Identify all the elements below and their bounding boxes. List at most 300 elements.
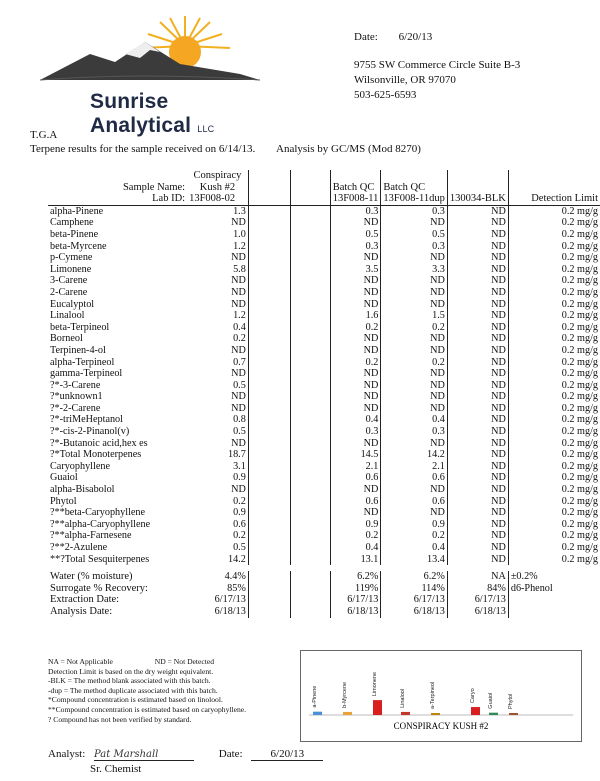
blank-value: ND: [447, 496, 508, 508]
batch-dup-value: 0.2: [381, 322, 447, 334]
detection-limit-value: 0.2 mg/g: [561, 321, 598, 333]
intro-text: Terpene results for the sample received on 6/14/13.: [30, 143, 256, 155]
analyte-name: alpha-Terpineol: [50, 356, 115, 368]
blank-value: ND: [447, 322, 508, 334]
table-row: [48, 380, 600, 392]
blank-value: 6/18/13: [447, 606, 508, 618]
chart-label-phytol: Phytol: [508, 693, 514, 709]
blank-value: ND: [447, 449, 508, 461]
analyte-name: gamma-Terpineol: [50, 368, 123, 380]
spacer-cell: [290, 299, 330, 311]
batch-qc-header-2: Batch QC: [381, 182, 447, 194]
detection-limit-value: 0.2 mg/g: [561, 402, 598, 414]
table-row: [48, 229, 600, 241]
sample-value: 4.4%: [187, 568, 248, 583]
batch-qc-value: 0.3: [330, 205, 381, 217]
signature-block: [48, 748, 323, 775]
batch-qc-value: ND: [330, 391, 381, 403]
method-text: Analysis by GC/MS (Mod 8270): [276, 143, 421, 155]
spacer-cell: [290, 449, 330, 461]
batch-dup-value: 0.4: [381, 542, 447, 554]
blank-value: ND: [447, 357, 508, 369]
analyte-name: Water (% moisture): [50, 571, 133, 583]
detection-limit-value: 0.2 mg/g: [561, 518, 598, 530]
sample-value: 6/17/13: [187, 594, 248, 606]
batch-qc-value: 6.2%: [330, 568, 381, 583]
spacer-cell: [290, 217, 330, 229]
chart-label-caryo: Caryo: [470, 688, 476, 704]
detection-limit-header: Detection Limit: [531, 193, 598, 205]
blank-value: ND: [447, 484, 508, 496]
table-row: [48, 594, 600, 606]
logo-wordmark: [90, 90, 270, 138]
analyte-name: ?**alpha-Farnesene: [50, 530, 132, 542]
spacer-cell: [248, 449, 290, 461]
detection-limit-value: 0.2 mg/g: [561, 298, 598, 310]
batch-qc-value: 6/18/13: [330, 606, 381, 618]
batch-qc-value: ND: [330, 217, 381, 229]
batch-qc-value: ND: [330, 333, 381, 345]
blank-value: ND: [447, 438, 508, 450]
sample-value: 0.6: [187, 519, 248, 531]
batch-dup-value: ND: [381, 217, 447, 229]
blank-value: ND: [447, 380, 508, 392]
analyte-name: Surrogate % Recovery:: [50, 582, 148, 594]
batch-dup-value: 0.2: [381, 357, 447, 369]
batch-qc-value: 0.3: [330, 426, 381, 438]
analyte-name: Borneol: [50, 333, 83, 345]
chart-bar-linalool: [401, 712, 410, 715]
sample-value: 6/18/13: [187, 606, 248, 618]
table-row: [48, 241, 600, 253]
sample-value: 3.1: [187, 461, 248, 473]
batch-dup-value: 0.5: [381, 229, 447, 241]
detection-limit-value: 0.2 mg/g: [561, 530, 598, 542]
spacer-cell: [248, 594, 290, 606]
analyte-name: beta-Myrcene: [50, 240, 107, 252]
spacer-cell: [248, 241, 290, 253]
spacer-cell: [248, 568, 290, 583]
detection-limit-value: 0.2 mg/g: [561, 484, 598, 496]
analyte-name: 2-Carene: [50, 286, 88, 298]
analyte-name: Camphene: [50, 217, 94, 229]
batch-qc-value: 6/17/13: [330, 594, 381, 606]
table-row: [48, 414, 600, 426]
phone: 503-625-6593: [354, 89, 417, 101]
batch-qc-value: ND: [330, 287, 381, 299]
table-row: [48, 275, 600, 287]
detection-limit-value: [508, 606, 600, 618]
report-date: [354, 30, 432, 45]
blank-value: ND: [447, 426, 508, 438]
sample-value: 0.5: [187, 542, 248, 554]
batch-dup-value: 114%: [381, 583, 447, 595]
batch-qc-value: 13.1: [330, 554, 381, 569]
sample-value: ND: [187, 275, 248, 287]
batch-qc-value: 0.9: [330, 519, 381, 531]
sample-value: 0.2: [187, 530, 248, 542]
chart-label-guaiol: Guaiol: [488, 692, 494, 709]
blank-value: ND: [447, 472, 508, 484]
table-row: [48, 322, 600, 334]
spacer-cell: [248, 472, 290, 484]
lab-id-label: Lab ID:: [152, 193, 186, 205]
sample-value: ND: [187, 217, 248, 229]
analyte-name: ?*-triMeHeptanol: [50, 414, 123, 426]
spacer-cell: [290, 472, 330, 484]
batch-qc-value: ND: [330, 380, 381, 392]
table-row: [48, 287, 600, 299]
detection-limit-value: 0.2 mg/g: [561, 368, 598, 380]
blank-value: ND: [447, 310, 508, 322]
batch-dup-value: ND: [381, 380, 447, 392]
table-row: [48, 252, 600, 264]
spacer-cell: [248, 403, 290, 415]
batch-dup-value: 0.3: [381, 426, 447, 438]
chart-bar-limonene: [373, 700, 382, 715]
sample-value: ND: [187, 287, 248, 299]
analyte-name: Caryophyllene: [50, 460, 110, 472]
detection-limit-value: 0.2 mg/g: [561, 286, 598, 298]
batch-qc-value: 14.5: [330, 449, 381, 461]
spacer-cell: [248, 484, 290, 496]
chart-label-linalool: Linalool: [400, 688, 406, 708]
spacer-cell: [248, 414, 290, 426]
sample-value: ND: [187, 403, 248, 415]
detection-limit-value: 0.2 mg/g: [561, 379, 598, 391]
sample-value: 5.8: [187, 264, 248, 276]
spacer-cell: [248, 229, 290, 241]
table-row: [48, 583, 600, 595]
analyte-name: ?*unknown1: [50, 391, 103, 403]
sample-value: ND: [187, 484, 248, 496]
batch-qc-value: 119%: [330, 583, 381, 595]
blank-value: NA: [447, 568, 508, 583]
table-row: [48, 606, 600, 618]
detection-limit-value: 0.2 mg/g: [561, 426, 598, 438]
spacer-cell: [248, 606, 290, 618]
detection-limit-value: [508, 594, 600, 606]
spacer-cell: [248, 461, 290, 473]
batch-qc-value: 3.5: [330, 264, 381, 276]
table-row: [48, 472, 600, 484]
sample-top-label: Conspiracy: [187, 170, 248, 182]
spacer-cell: [290, 542, 330, 554]
sample-value: 14.2: [187, 554, 248, 569]
spacer-cell: [290, 391, 330, 403]
spacer-cell: [248, 519, 290, 531]
batch-qc-value: ND: [330, 368, 381, 380]
table-row: [48, 568, 600, 583]
sample-name-label: Sample Name:: [122, 181, 186, 193]
spacer-cell: [248, 380, 290, 392]
spacer-cell: [290, 554, 330, 569]
note-na: NA = Not Applicable: [48, 657, 113, 666]
table-row: [48, 519, 600, 531]
sample-value: 0.5: [187, 380, 248, 392]
blank-value: ND: [447, 333, 508, 345]
spacer-cell: [248, 205, 290, 217]
address-line-2: Wilsonville, OR 97070: [354, 74, 456, 86]
analyte-name: ?**alpha-Caryophyllene: [50, 518, 151, 530]
batch-dup-value: 3.3: [381, 264, 447, 276]
table-row: [48, 299, 600, 311]
detection-limit-value: 0.2 mg/g: [561, 472, 598, 484]
spacer-cell: [248, 252, 290, 264]
batch-dup-value: 6.2%: [381, 568, 447, 583]
batch-dup-value: 0.3: [381, 205, 447, 217]
sample-value: 0.9: [187, 472, 248, 484]
sample-value: 0.8: [187, 414, 248, 426]
chart-bar-guaiol: [489, 713, 498, 715]
sample-value: ND: [187, 438, 248, 450]
batch-dup-value: 0.6: [381, 472, 447, 484]
table-row: [48, 554, 600, 569]
table-row: [48, 438, 600, 450]
batch-dup-value: ND: [381, 252, 447, 264]
analyte-name: ?*Total Monoterpenes: [50, 449, 142, 461]
detection-limit-value: 0.2 mg/g: [561, 460, 598, 472]
batch-dup-value: 6/17/13: [381, 594, 447, 606]
spacer-cell: [248, 583, 290, 595]
analyte-name: Linalool: [50, 310, 85, 322]
analyte-name: Phytol: [50, 495, 77, 507]
chart-title: CONSPIRACY KUSH #2: [393, 721, 489, 731]
detection-limit-value: d6-Phenol: [510, 582, 553, 594]
date-label: Date:: [354, 31, 378, 43]
batch-dup-value: ND: [381, 438, 447, 450]
detection-limit-value: 0.2 mg/g: [561, 333, 598, 345]
detection-limit-value: 0.2 mg/g: [561, 507, 598, 519]
header-row-top: [48, 170, 600, 182]
lab-id-value: 13F008-02: [187, 193, 248, 205]
spacer-cell: [290, 205, 330, 217]
note-line: ? Compound has not been verified by standard.: [48, 714, 192, 724]
blank-value: ND: [447, 275, 508, 287]
sample-value: 0.7: [187, 357, 248, 369]
batch-id-1: 13F008-11: [330, 193, 381, 205]
spacer-cell: [290, 322, 330, 334]
analyst-label: Analyst:: [48, 748, 86, 760]
spacer-cell: [290, 594, 330, 606]
note-line: Detection Limit is based on the dry weight equivalent.: [48, 666, 214, 676]
table-row: [48, 264, 600, 276]
spacer-cell: [290, 507, 330, 519]
batch-qc-value: ND: [330, 252, 381, 264]
sample-value: ND: [187, 368, 248, 380]
results-table: [48, 170, 600, 618]
intro-line: [30, 142, 421, 157]
header-row-labid: [48, 193, 600, 205]
analyte-name: ?**2-Azulene: [50, 542, 108, 553]
detection-limit-value: 0.2 mg/g: [561, 553, 598, 565]
analyte-name: ?*-cis-2-Pinanol(v): [50, 426, 130, 438]
chart-bar-a-terpineol: [431, 713, 440, 715]
batch-dup-value: 2.1: [381, 461, 447, 473]
sample-value: 0.2: [187, 333, 248, 345]
sample-value: 85%: [187, 583, 248, 595]
note-line: -BLK = The method blank associated with this batch.: [48, 676, 211, 686]
table-row: [48, 345, 600, 357]
table-row: [48, 357, 600, 369]
blank-id: 130034-BLK: [447, 193, 508, 205]
spacer-cell: [248, 357, 290, 369]
blank-value: ND: [447, 205, 508, 217]
batch-dup-value: 0.3: [381, 241, 447, 253]
spacer-cell: [248, 368, 290, 380]
analyte-name: Terpinen-4-ol: [50, 344, 106, 356]
batch-qc-value: ND: [330, 275, 381, 287]
batch-dup-value: ND: [381, 345, 447, 357]
detection-limit-value: 0.2 mg/g: [561, 344, 598, 356]
spacer-cell: [248, 299, 290, 311]
sig-date-label: Date:: [218, 748, 243, 760]
spacer-cell: [248, 554, 290, 569]
batch-dup-value: ND: [381, 368, 447, 380]
spacer-cell: [248, 507, 290, 519]
detection-limit-value: 0.2 mg/g: [561, 356, 598, 368]
spacer-cell: [248, 333, 290, 345]
spacer-cell: [248, 496, 290, 508]
address-line-1: 9755 SW Commerce Circle Suite B-3: [354, 59, 521, 71]
batch-qc-value: 0.2: [330, 322, 381, 334]
batch-dup-value: ND: [381, 299, 447, 311]
spacer-cell: [290, 333, 330, 345]
spacer-cell: [290, 252, 330, 264]
spacer-cell: [290, 357, 330, 369]
note-line: -dup = The method duplicate associated with this batch.: [48, 685, 218, 695]
analyte-name: Extraction Date:: [50, 594, 120, 606]
table-row: [48, 391, 600, 403]
spacer-cell: [290, 438, 330, 450]
sample-value: ND: [187, 299, 248, 311]
analyte-name: **?Total Sesquiterpenes: [50, 553, 150, 565]
batch-qc-header-1: Batch QC: [330, 182, 381, 194]
sample-value: 1.0: [187, 229, 248, 241]
batch-dup-value: 0.9: [381, 519, 447, 531]
sample-value: ND: [187, 345, 248, 357]
batch-qc-value: 2.1: [330, 461, 381, 473]
table-row: [48, 484, 600, 496]
spacer-cell: [290, 496, 330, 508]
blank-value: ND: [447, 229, 508, 241]
analyte-name: 3-Carene: [50, 275, 88, 287]
table-row: [48, 461, 600, 473]
sig-date-value: 6/20/13: [251, 748, 323, 761]
table-row: [48, 542, 600, 554]
batch-qc-value: 0.2: [330, 530, 381, 542]
batch-dup-value: ND: [381, 484, 447, 496]
spacer-cell: [248, 426, 290, 438]
spacer-cell: [290, 583, 330, 595]
spacer-cell: [290, 241, 330, 253]
blank-value: 84%: [447, 583, 508, 595]
logo-name: Sunrise Analytical: [90, 90, 192, 137]
blank-value: ND: [447, 252, 508, 264]
header-row-sample: [48, 182, 600, 194]
detection-limit-value: 0.2 mg/g: [561, 263, 598, 275]
detection-limit-value: 0.2 mg/g: [561, 414, 598, 426]
batch-qc-value: 0.2: [330, 357, 381, 369]
note-line: **Compound concentration is estimated based on caryophyllene.: [48, 704, 247, 714]
spacer-cell: [290, 264, 330, 276]
chart-bar-b-myrcene: [343, 712, 352, 715]
analyte-name: Limonene: [50, 263, 92, 275]
note-nd: ND = Not Detected: [154, 657, 215, 666]
spacer-cell: [248, 217, 290, 229]
spacer-cell: [290, 484, 330, 496]
blank-value: ND: [447, 507, 508, 519]
notes-block: [48, 657, 246, 724]
sample-name-value: Kush #2: [187, 182, 248, 194]
chart-label-a-terpineol: a-Terpineol: [430, 681, 436, 709]
blank-value: ND: [447, 299, 508, 311]
chart-bar-caryo: [471, 707, 480, 715]
spacer-cell: [290, 461, 330, 473]
spacer-cell: [248, 310, 290, 322]
batch-dup-value: 6/18/13: [381, 606, 447, 618]
spacer-cell: [290, 426, 330, 438]
terpene-chart: [300, 650, 582, 742]
detection-limit-value: 0.2 mg/g: [561, 437, 598, 449]
spacer-cell: [290, 414, 330, 426]
blank-value: ND: [447, 287, 508, 299]
table-row: [48, 496, 600, 508]
spacer-cell: [290, 275, 330, 287]
client-name: T.G.A: [30, 129, 58, 141]
batch-qc-value: 0.3: [330, 241, 381, 253]
spacer-cell: [248, 275, 290, 287]
sample-value: 0.4: [187, 322, 248, 334]
spacer-cell: [290, 310, 330, 322]
chart-label-b-myrcene: b-Myrcene: [342, 681, 348, 708]
batch-dup-value: 0.6: [381, 496, 447, 508]
batch-qc-value: 0.6: [330, 472, 381, 484]
detection-limit-value: 0.2 mg/g: [561, 217, 598, 229]
note-line: *Compound concentration is estimated based on linolool.: [48, 695, 223, 705]
sample-value: ND: [187, 391, 248, 403]
analyte-name: ?**beta-Caryophyllene: [50, 507, 146, 519]
detection-limit-value: 0.2 mg/g: [561, 228, 598, 240]
spacer-cell: [248, 264, 290, 276]
analyte-name: beta-Pinene: [50, 228, 99, 240]
address-block: [354, 58, 520, 103]
batch-qc-value: 0.5: [330, 229, 381, 241]
batch-dup-value: 0.2: [381, 530, 447, 542]
table-row: [48, 368, 600, 380]
analyst-signature: Pat Marshall: [94, 749, 194, 761]
spacer-cell: [290, 287, 330, 299]
blank-value: ND: [447, 391, 508, 403]
sample-value: 0.9: [187, 507, 248, 519]
batch-dup-value: ND: [381, 333, 447, 345]
spacer-cell: [290, 345, 330, 357]
detection-limit-value: 0.2 mg/g: [561, 252, 598, 264]
spacer-cell: [290, 380, 330, 392]
analyte-name: alpha-Bisabolol: [50, 484, 115, 496]
analyte-name: Analysis Date:: [50, 605, 113, 617]
chart-bar-a-pinene: [313, 712, 322, 715]
chart-label-a-pinene: a-Pinene: [312, 685, 318, 708]
detection-limit-value: 0.2 mg/g: [561, 275, 598, 287]
table-row: [48, 217, 600, 229]
sample-value: 1.3: [187, 205, 248, 217]
blank-value: ND: [447, 542, 508, 554]
logo-suffix: LLC: [197, 124, 215, 134]
batch-dup-value: ND: [381, 287, 447, 299]
blank-value: ND: [447, 461, 508, 473]
batch-dup-value: 1.5: [381, 310, 447, 322]
